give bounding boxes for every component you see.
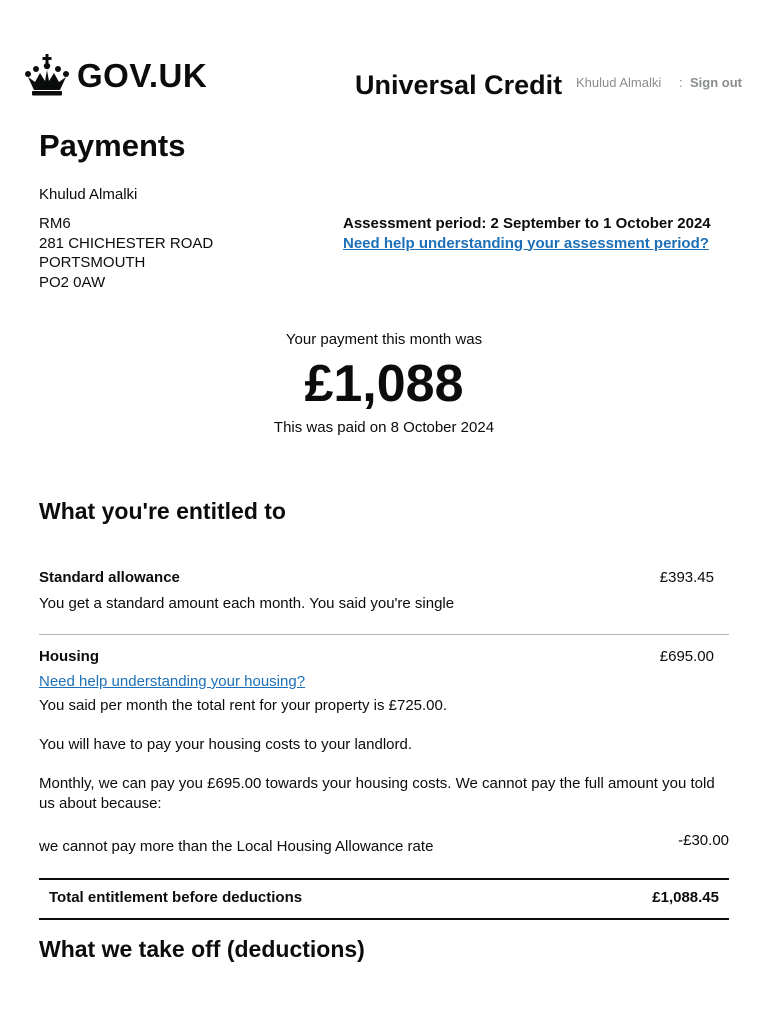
- address-line: PO2 0AW: [39, 273, 106, 291]
- assessment-help-link[interactable]: Need help understanding your assessment period?: [343, 234, 709, 252]
- assessment-period: Assessment period: 2 September to 1 October 2024: [343, 215, 711, 232]
- payment-date: This was paid on 8 October 2024: [273, 419, 495, 436]
- user-separator: :: [679, 75, 683, 90]
- standard-allowance-amount: £393.45: [659, 569, 714, 586]
- deductions-heading: What we take off (deductions): [39, 936, 365, 962]
- site-header: [0, 0, 768, 120]
- payment-amount: £1,088: [304, 355, 464, 413]
- housing-amount: £695.00: [659, 648, 714, 665]
- address-line: 281 CHICHESTER ROAD: [39, 234, 214, 252]
- govuk-logo-link[interactable]: [24, 54, 207, 96]
- total-bottom-rule: [39, 918, 729, 920]
- claimant-address: [39, 214, 213, 292]
- housing-landlord-text: You will have to pay your housing costs to your landlord.: [39, 736, 413, 753]
- housing-help-link[interactable]: Need help understanding your housing?: [39, 673, 306, 690]
- sign-out-link[interactable]: Sign out: [690, 75, 742, 90]
- total-top-rule: [39, 878, 729, 880]
- signed-in-user: Khulud Almalki: [576, 75, 662, 90]
- section-divider: [39, 634, 729, 635]
- payment-intro: Your payment this month was: [285, 331, 483, 348]
- housing-title: Housing: [39, 648, 99, 665]
- logo-text: GOV.UK: [77, 56, 208, 94]
- standard-allowance-title: Standard allowance: [39, 569, 180, 586]
- crown-icon: [24, 54, 70, 96]
- total-entitlement-value: £1,088.45: [652, 889, 719, 906]
- assessment-period-block: [343, 214, 711, 253]
- address-line: PORTSMOUTH: [39, 254, 146, 271]
- housing-rent-text: You said per month the total rent for your property is £725.00.: [39, 697, 448, 714]
- standard-allowance-text: You get a standard amount each month. You said you're single: [39, 595, 455, 612]
- total-entitlement-label: Total entitlement before deductions: [49, 889, 303, 906]
- claimant-name: Khulud Almalki: [39, 186, 138, 203]
- housing-reason-text: we cannot pay more than the Local Housing Allowance rate: [39, 838, 434, 855]
- entitlement-heading: What you're entitled to: [39, 498, 286, 524]
- housing-monthly-text: Monthly, we can pay you £695.00 towards your housing costs. We cannot pay the full amount you told us about because:: [39, 775, 715, 812]
- address-line: RM6: [39, 215, 71, 232]
- service-name[interactable]: Universal Credit: [355, 70, 563, 100]
- page-title: Payments: [39, 128, 186, 163]
- housing-reduction-amount: -£30.00: [678, 832, 729, 849]
